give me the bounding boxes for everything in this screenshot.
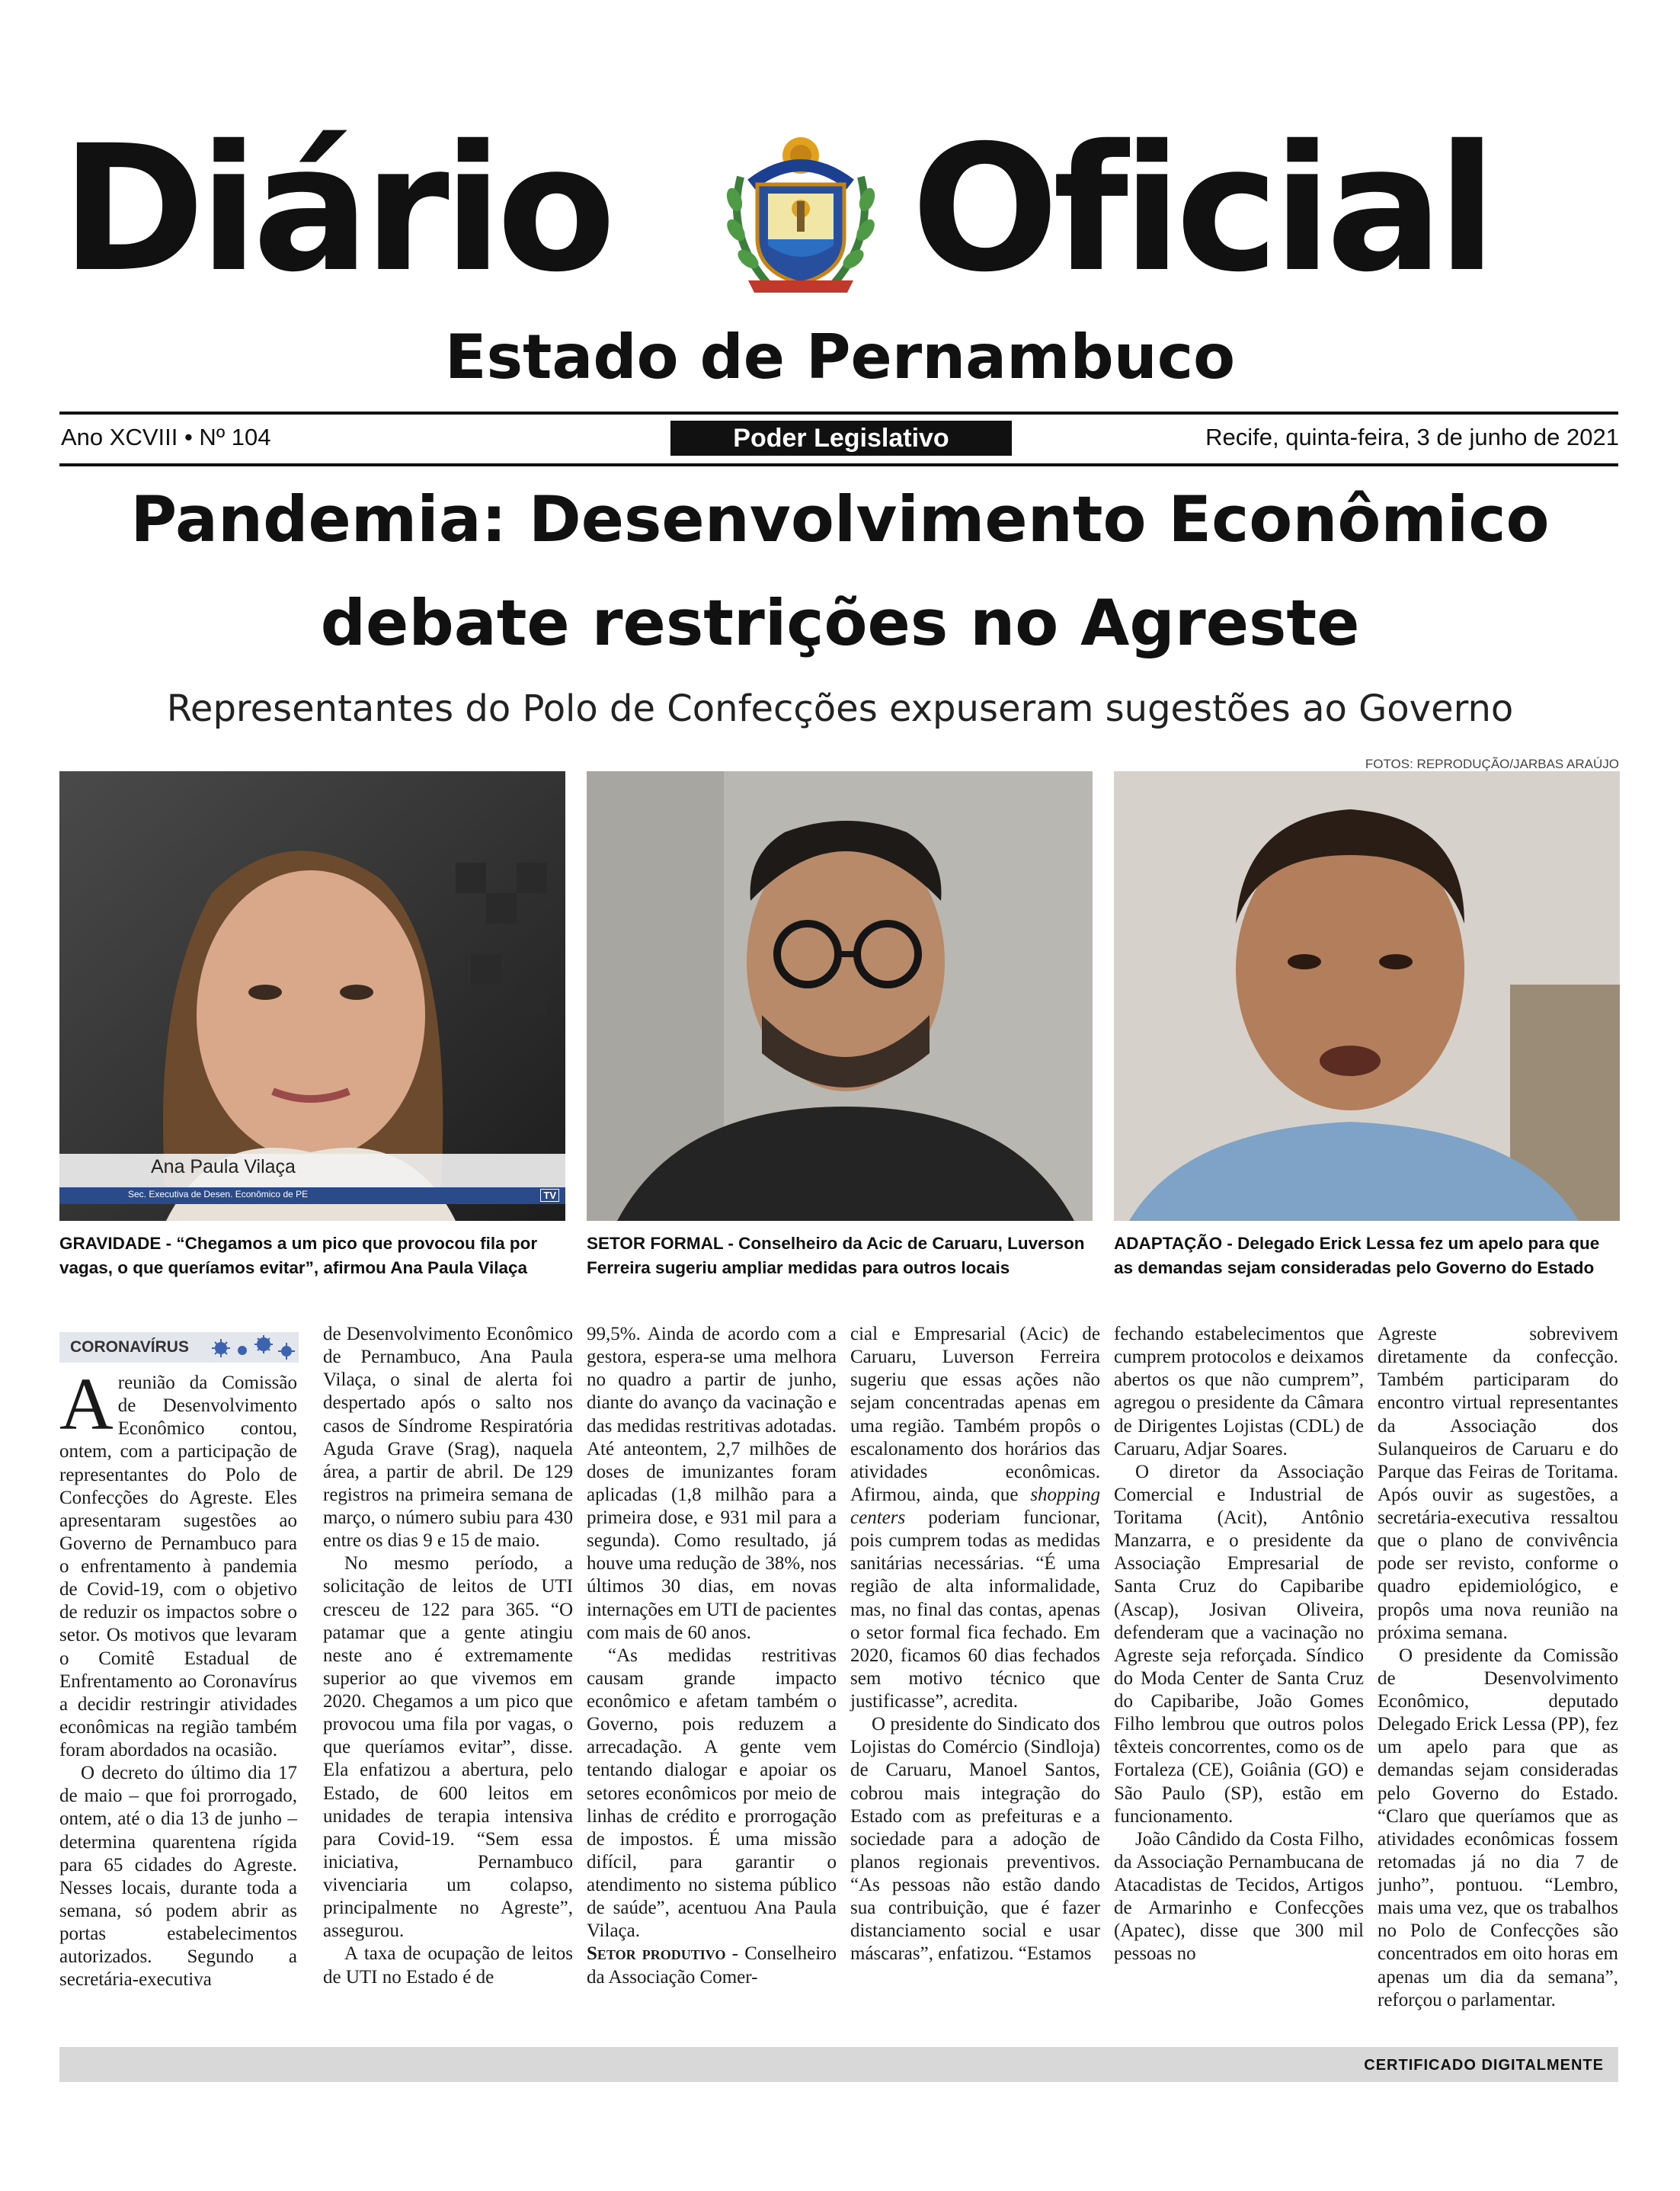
edition-number: Ano XCVIII • Nº 104 xyxy=(61,424,271,450)
caption-lead: SETOR FORMAL - xyxy=(587,1234,739,1253)
paragraph: O presidente do Sindicato dos Lojistas do Comércio (Sindloja) de Caruaru, Manoel Santos, cobrou mais integração do Estado com as prefeituras e a sociedade para a adoção de planos regionais preventivos. “As pessoas não estão dando sua contribuição, que é fazer distanciamento social e usar máscaras”, enfatizou. “Estamos xyxy=(850,1714,1100,1965)
drop-cap: A xyxy=(59,1363,114,1446)
paragraph: O presidente da Comissão de Desenvolvimento Econômico, deputado Delegado Erick Lessa (PP), fez um apelo para que as demandas sejam consideradas pelo Governo do Estado. “Claro que queríamos que as atividades econômicas fossem retomadas já no dia 7 de junho”, pontuou. “Lembro, mais uma vez, que os trabalhos no Polo de Confecções são concentrados em oito horas em apenas um dia da semana”, reforçou o parlamentar. xyxy=(1378,1645,1618,2010)
article-column-3 xyxy=(587,1323,837,1989)
headline-line-2: debate restrições no Agreste xyxy=(320,586,1360,660)
caption-text: Delegado Erick Lessa fez um apelo para que as demandas sejam consideradas pelo Governo do Estado xyxy=(1114,1234,1600,1277)
photo-caption-3 xyxy=(1114,1232,1620,1280)
paragraph: 99,5%. Ainda de acordo com a gestora, espera-se uma melhora no quadro a partir de junho, diante do avanço da vacinação e das medidas restritivas adotadas. Até anteontem, 2,7 milhões de doses de imunizantes foram aplicadas (1,8 milhão para a primeira dose, e 931 mil para a segunda). Como resultado, já houve uma redução de 38%, nos últimos 30 dias, em novas internações em UTI de pacientes com mais de 60 anos. xyxy=(587,1324,837,1643)
masthead-title-oficial: Oficial xyxy=(911,107,1491,310)
paragraph: Agreste sobrevivem diretamente da confecção. Também participaram do encontro virtual representantes da Associação dos Sulanqueiros de Caruaru e do Parque das Feiras de Toritama. Após ouvir as sugestões, a secretária-executiva ressaltou que o plano de convivência pode ser revisto, conforme o quadro epidemiológico, e propôs uma nova reunião na próxima semana. xyxy=(1378,1324,1618,1643)
tv-logo-icon: TV xyxy=(540,1189,559,1202)
caption-text: Conselheiro da Acic de Caruaru, Luverson Ferreira sugeriu ampliar medidas para outros locais xyxy=(587,1234,1085,1277)
article-column-1 xyxy=(59,1363,297,1991)
photo-caption-1 xyxy=(59,1232,565,1280)
coat-of-arms-icon xyxy=(718,131,884,299)
subhead-setor-produtivo: Setor produtivo xyxy=(587,1943,726,1965)
paragraph: “As medidas restritivas causam grande impacto econômico e afetam também o Governo, pois reduzem a arrecadação. A gente vem tentando dialogar e apoiar os setores econômicos por meio de linhas de crédito e prorrogação de impostos. É uma missão difícil, para garantir o atendimento no sistema público de saúde”, acentuou Ana Paula Vilaça. xyxy=(587,1645,837,1942)
paragraph: A taxa de ocupação de leitos de UTI no Estado é de xyxy=(323,1943,573,1988)
article-column-6 xyxy=(1378,1323,1618,2012)
paragraph: fechando estabelecimentos que cumprem protocolos e deixamos abertos os que não cumprem”, agregou o presidente da Câmara de Dirigentes Lojistas (CDL) de Caruaru, Adjar Soares. xyxy=(1114,1324,1364,1459)
article-column-4 xyxy=(850,1323,1100,1966)
paragraph: cial e Empresarial (Acic) de Caruaru, Luverson Ferreira sugeriu que essas ações não sejam concentradas apenas em uma região. Também propôs o escalonamento dos horários das atividades econômicas. Afirmou, ainda, que xyxy=(850,1324,1100,1505)
section-label: Poder Legislativo xyxy=(670,421,1012,456)
paragraph: No mesmo período, a solicitação de leitos de UTI cresceu de 122 para 365. “O patamar que a gente atingiu neste ano é extremamente superior ao que vivemos em 2020. Chegamos a um pico que provocou uma fila por vagas, o que queríamos evitar”, disse. Ela enfatizou a abertura, pelo Estado, de 600 leitos em unidades de terapia intensiva para Covid-19. “Sem essa iniciativa, Pernambuco vivenciaria um colapso, principalmente no Agreste”, assegurou. xyxy=(323,1553,573,1942)
photo-erick-lessa xyxy=(1114,771,1620,1221)
dateline: Recife, quinta-feira, 3 de junho de 2021 xyxy=(1205,424,1619,450)
kicker-label: CORONAVÍRUS xyxy=(70,1338,189,1356)
caption-lead: GRAVIDADE - xyxy=(59,1234,177,1253)
headline-deck: Representantes do Polo de Confecções expuseram sugestões ao Governo xyxy=(166,687,1514,730)
paragraph: de Desenvolvimento Econômico de Pernambuco, Ana Paula Vilaça, o sinal de alerta foi despertado após o salto nos casos de Síndrome Respiratória Aguda Grave (Srag), naquela área, a partir de abril. De 129 registros na primeira semana de março, o número subiu para 430 entre os dias 9 e 15 de maio. xyxy=(323,1324,573,1552)
paragraph: - Conselheiro da Associação Comer- xyxy=(587,1943,837,1988)
kicker-coronavirus xyxy=(59,1332,299,1363)
paragraph: O decreto do último dia 17 de maio – que foi prorrogado, ontem, até o dia 13 de junho – determina quarentena rígida para 65 cidades do Agreste. Nesses locais, durante toda a semana, só podem abrir as portas estabelecimentos autorizados. Segundo a secretária-executiva xyxy=(59,1763,297,1991)
italic-term: shopping centers xyxy=(850,1484,1100,1528)
article-column-5 xyxy=(1114,1323,1364,1966)
lower-third-role: Sec. Executiva de Desen. Econômico de PE xyxy=(128,1189,309,1200)
masthead-rule-top xyxy=(59,412,1618,415)
masthead-subtitle: Estado de Pernambuco xyxy=(444,322,1236,392)
paragraph: reunião da Comissão de Desenvolvimento Econômico contou, ontem, com a participação de representantes do Polo de Confecções do Agreste. Eles apresentaram sugestões ao Governo de Pernambuco para o enfrentamento à pandemia de Covid-19, com o objetivo de reduzir os impactos sobre o setor. Os motivos que levaram o Comitê Estadual de Enfrentamento ao Coronavírus a decidir restringir atividades econômicas na região também foram abordados na ocasião. xyxy=(59,1373,297,1760)
virus-icon xyxy=(210,1335,300,1361)
headline-line-1: Pandemia: Desenvolvimento Econômico xyxy=(130,482,1550,556)
masthead-title-diario: Diário xyxy=(61,107,610,310)
caption-lead: ADAPTAÇÃO - xyxy=(1114,1234,1238,1253)
lower-third-name: Ana Paula Vilaça xyxy=(151,1156,296,1177)
caption-text: “Chegamos a um pico que provocou fila por vagas, o que queríamos evitar”, afirmou Ana Paula Vilaça xyxy=(59,1234,538,1277)
paragraph: O diretor da Associação Comercial e Industrial de Toritama (Acit), Antônio Manzarra, e o presidente da Associação Empresarial de Santa Cruz do Capibaribe (Ascap), Josivan Oliveira, defenderam que a vacinação no Agreste seja reforçada. Síndico do Moda Center de Santa Cruz do Capibaribe, João Gomes Filho lembrou que outros polos têxteis concorrentes, como os de Fortaleza (CE), Goiânia (GO) e São Paulo (SP), estão em funcionamento. xyxy=(1114,1461,1364,1827)
masthead-rule-bottom xyxy=(59,463,1618,466)
article-column-2 xyxy=(323,1323,573,1989)
paragraph: João Cândido da Costa Filho, da Associação Pernambucana de Atacadistas de Tecidos, Artigos de Armarinho e Confecções (Apatec), disse que 300 mil pessoas no xyxy=(1114,1828,1364,1965)
paragraph: poderiam funcionar, pois cumprem todas as medidas sanitárias necessárias. “É uma região de alta informalidade, mas, no final das contas, apenas o setor formal fica fechado. Em 2020, ficamos 60 dias fechados sem motivo técnico que justificasse”, acredita. xyxy=(850,1507,1100,1712)
digital-certification: CERTIFICADO DIGITALMENTE xyxy=(1364,2057,1604,2074)
photo-credit: FOTOS: REPRODUÇÃO/JARBAS ARAÚJO xyxy=(1365,757,1619,771)
photo-ana-paula-vilaca xyxy=(59,771,565,1221)
photo-caption-2 xyxy=(587,1232,1093,1280)
photo-luverson-ferreira xyxy=(587,771,1093,1221)
